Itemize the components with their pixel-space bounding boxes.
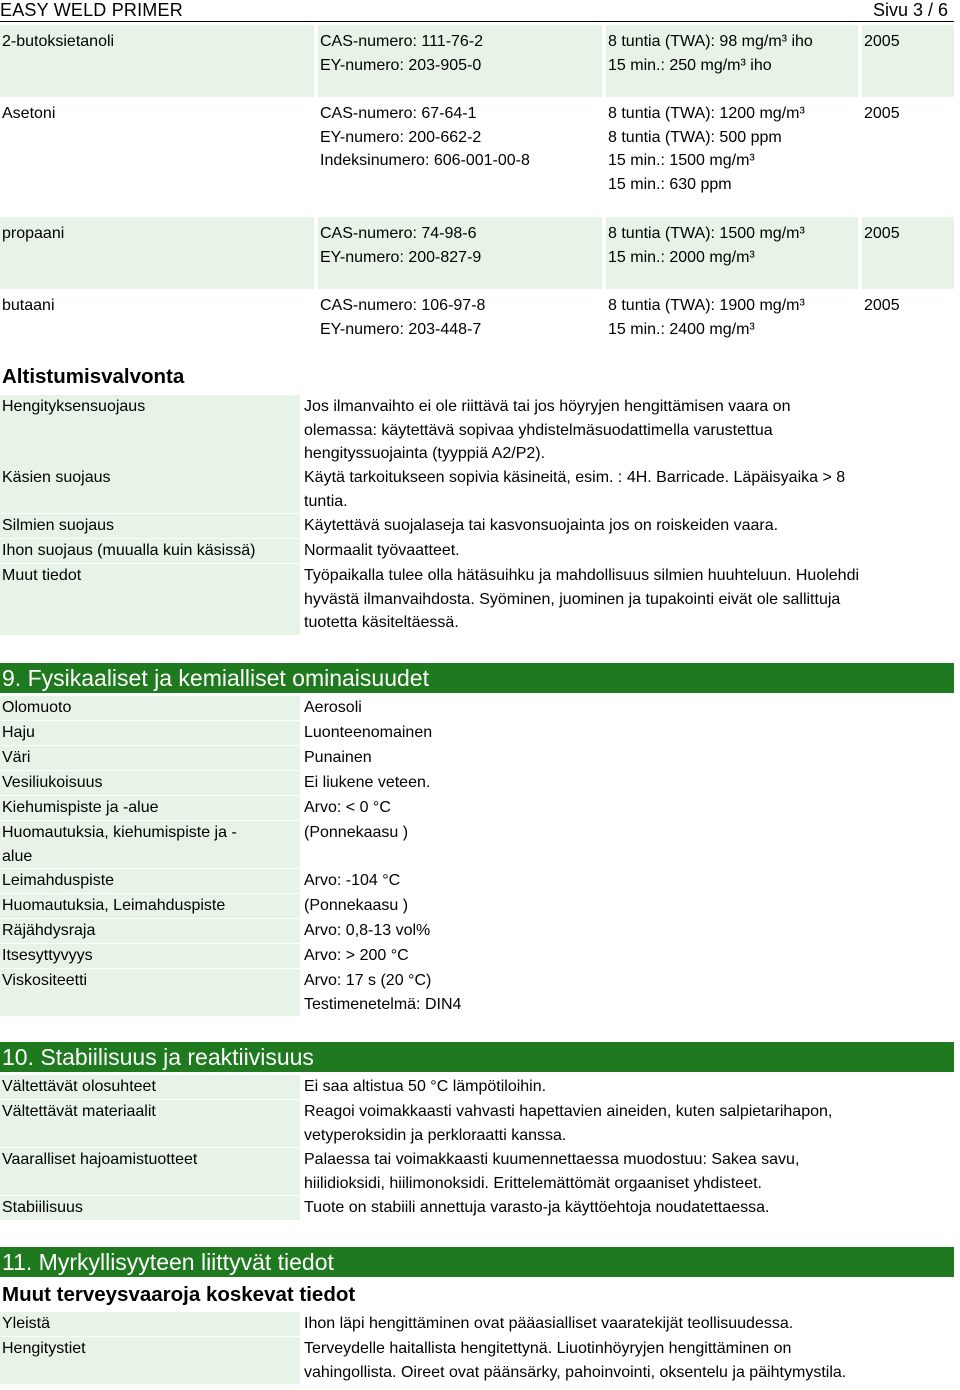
label-general: Yleistä xyxy=(0,1312,300,1336)
substance-identifiers: CAS-numero: 111-76-2 EY-numero: 203-905-0 xyxy=(318,25,602,97)
exposure-limits: 8 tuntia (TWA): 1500 mg/m³ 15 min.: 2000 mg/m³ xyxy=(606,217,858,289)
value-respiratory-protection: Jos ilmanvaihto ei ole riittävä tai jos höyryjen hengittämisen vaara on olemassa: käytettävä sopivaa yhdistelmäsuodattimella varustettua hengityssuojainta (tyyppiä A2/P2). xyxy=(304,398,791,463)
label-boiling-point: Kiehumispiste ja -alue xyxy=(0,796,300,820)
label-respiratory-protection: Hengityksensuojaus xyxy=(0,395,300,466)
value-eye-protection: Käytettävä suojalaseja tai kasvonsuojainta jos on roiskeiden vaara. xyxy=(304,517,779,534)
limit-year: 2005 xyxy=(864,105,900,122)
label-materials-to-avoid: Vältettävät materiaalit xyxy=(0,1100,300,1147)
substance-name: 2-butoksietanoli xyxy=(0,25,314,97)
label-respiratory-tract: Hengitystiet xyxy=(0,1337,300,1384)
section-10-title: 10. Stabiilisuus ja reaktiivisuus xyxy=(0,1042,954,1072)
label-flash-point-note: Huomautuksia, Leimahduspiste xyxy=(0,894,300,918)
value-flash-point: Arvo: -104 °C xyxy=(304,872,401,889)
value-hazardous-decomposition: Palaessa tai voimakkaasti kuumennettaessa muodostuu: Sakea savu, hiilidioksidi, hiilimonoksidi. Erittelemättömät orgaaniset yhdisteet. xyxy=(304,1151,800,1192)
document-title: EASY WELD PRIMER xyxy=(0,0,183,20)
label-hand-protection: Käsien suojaus xyxy=(0,466,300,513)
value-conditions-to-avoid: Ei saa altistua 50 °C lämpötiloihin. xyxy=(304,1078,547,1095)
limit-year: 2005 xyxy=(864,297,900,314)
substance-identifiers: CAS-numero: 106-97-8 EY-numero: 203-448-7 xyxy=(320,297,486,338)
section-9-title: 9. Fysikaaliset ja kemialliset ominaisuudet xyxy=(0,663,954,693)
value-form: Aerosoli xyxy=(304,699,362,716)
value-stability: Tuote on stabiili annettuja varasto-ja käyttöehtoja noudatettaessa. xyxy=(304,1199,770,1216)
limit-year: 2005 xyxy=(862,25,954,97)
label-water-solubility: Vesiliukoisuus xyxy=(0,771,300,795)
label-viscosity: Viskositeetti xyxy=(0,969,300,1016)
label-explosion-limit: Räjähdysraja xyxy=(0,919,300,943)
label-conditions-to-avoid: Vältettävät olosuhteet xyxy=(0,1075,300,1099)
value-hand-protection: Käytä tarkoitukseen sopivia käsineitä, esim. : 4H. Barricade. Läpäisyaika > 8 tuntia. xyxy=(304,469,846,510)
label-color: Väri xyxy=(0,746,300,770)
label-hazardous-decomposition: Vaaralliset hajoamistuotteet xyxy=(0,1148,300,1195)
value-water-solubility: Ei liukene veteen. xyxy=(304,774,431,791)
value-boiling-point: Arvo: < 0 °C xyxy=(304,799,391,816)
value-odor: Luonteenomainen xyxy=(304,724,433,741)
value-materials-to-avoid: Reagoi voimakkaasti vahvasti hapettavien aineiden, kuten salpietarihapon, vetyperoksidin ja perkloraatti kanssa. xyxy=(304,1103,833,1144)
substance-identifiers: CAS-numero: 74-98-6 EY-numero: 200-827-9 xyxy=(318,217,602,289)
label-autoignition: Itsesyttyvyys xyxy=(0,944,300,968)
value-skin-protection: Normaalit työvaatteet. xyxy=(304,542,460,559)
label-other-info: Muut tiedot xyxy=(0,564,300,635)
value-autoignition: Arvo: > 200 °C xyxy=(304,947,409,964)
value-respiratory-tract: Terveydelle haitallista hengitettynä. Liuotinhöyryjen hengittäminen on vahingollista. Oireet ovat päänsärky, pahoinvointi, oksentelu ja päihtymystila. xyxy=(304,1340,847,1381)
value-viscosity: Arvo: 17 s (20 °C) Testimenetelmä: DIN4 xyxy=(304,972,462,1013)
value-flash-point-note: (Ponnekaasu ) xyxy=(304,897,409,914)
substance-identifiers: CAS-numero: 67-64-1 EY-numero: 200-662-2 Indeksinumero: 606-001-00-8 xyxy=(320,105,530,170)
value-color: Punainen xyxy=(304,749,372,766)
header-divider xyxy=(0,21,954,22)
exposure-control-heading: Altistumisvalvonta xyxy=(2,365,185,388)
label-stability: Stabiilisuus xyxy=(0,1196,300,1220)
substance-name: propaani xyxy=(0,217,314,289)
exposure-limits: 8 tuntia (TWA): 1200 mg/m³ 8 tuntia (TWA): 500 ppm 15 min.: 1500 mg/m³ 15 min.: 630 ppm xyxy=(608,105,805,194)
value-boiling-point-note: (Ponnekaasu ) xyxy=(304,824,409,841)
page-number: Sivu 3 / 6 xyxy=(872,0,948,20)
exposure-limits: 8 tuntia (TWA): 98 mg/m³ iho 15 min.: 250 mg/m³ iho xyxy=(606,25,858,97)
value-explosion-limit: Arvo: 0,8-13 vol% xyxy=(304,922,431,939)
label-boiling-point-note: Huomautuksia, kiehumispiste ja - alue xyxy=(0,821,300,868)
exposure-limits: 8 tuntia (TWA): 1900 mg/m³ 15 min.: 2400 mg/m³ xyxy=(608,297,805,338)
section-11-subheading: Muut terveysvaaroja koskevat tiedot xyxy=(2,1283,356,1306)
substance-name: butaani xyxy=(2,297,55,314)
label-skin-protection: Ihon suojaus (muualla kuin käsissä) xyxy=(0,539,300,563)
section-11-title: 11. Myrkyllisyyteen liittyvät tiedot xyxy=(0,1247,954,1277)
label-flash-point: Leimahduspiste xyxy=(0,869,300,893)
label-form: Olomuoto xyxy=(0,696,300,720)
value-general: Ihon läpi hengittäminen ovat pääasialliset vaaratekijät teollisuudessa. xyxy=(304,1315,794,1332)
label-odor: Haju xyxy=(0,721,300,745)
value-other-info: Työpaikalla tulee olla hätäsuihku ja mahdollisuus silmien huuhteluun. Huolehdi hyvästä ilmanvaihdosta. Syöminen, juominen ja tupakointi eivät ole sallittuja tuotetta käsiteltäessä. xyxy=(304,567,860,632)
label-eye-protection: Silmien suojaus xyxy=(0,514,300,538)
limit-year: 2005 xyxy=(862,217,954,289)
substance-name: Asetoni xyxy=(2,105,56,122)
